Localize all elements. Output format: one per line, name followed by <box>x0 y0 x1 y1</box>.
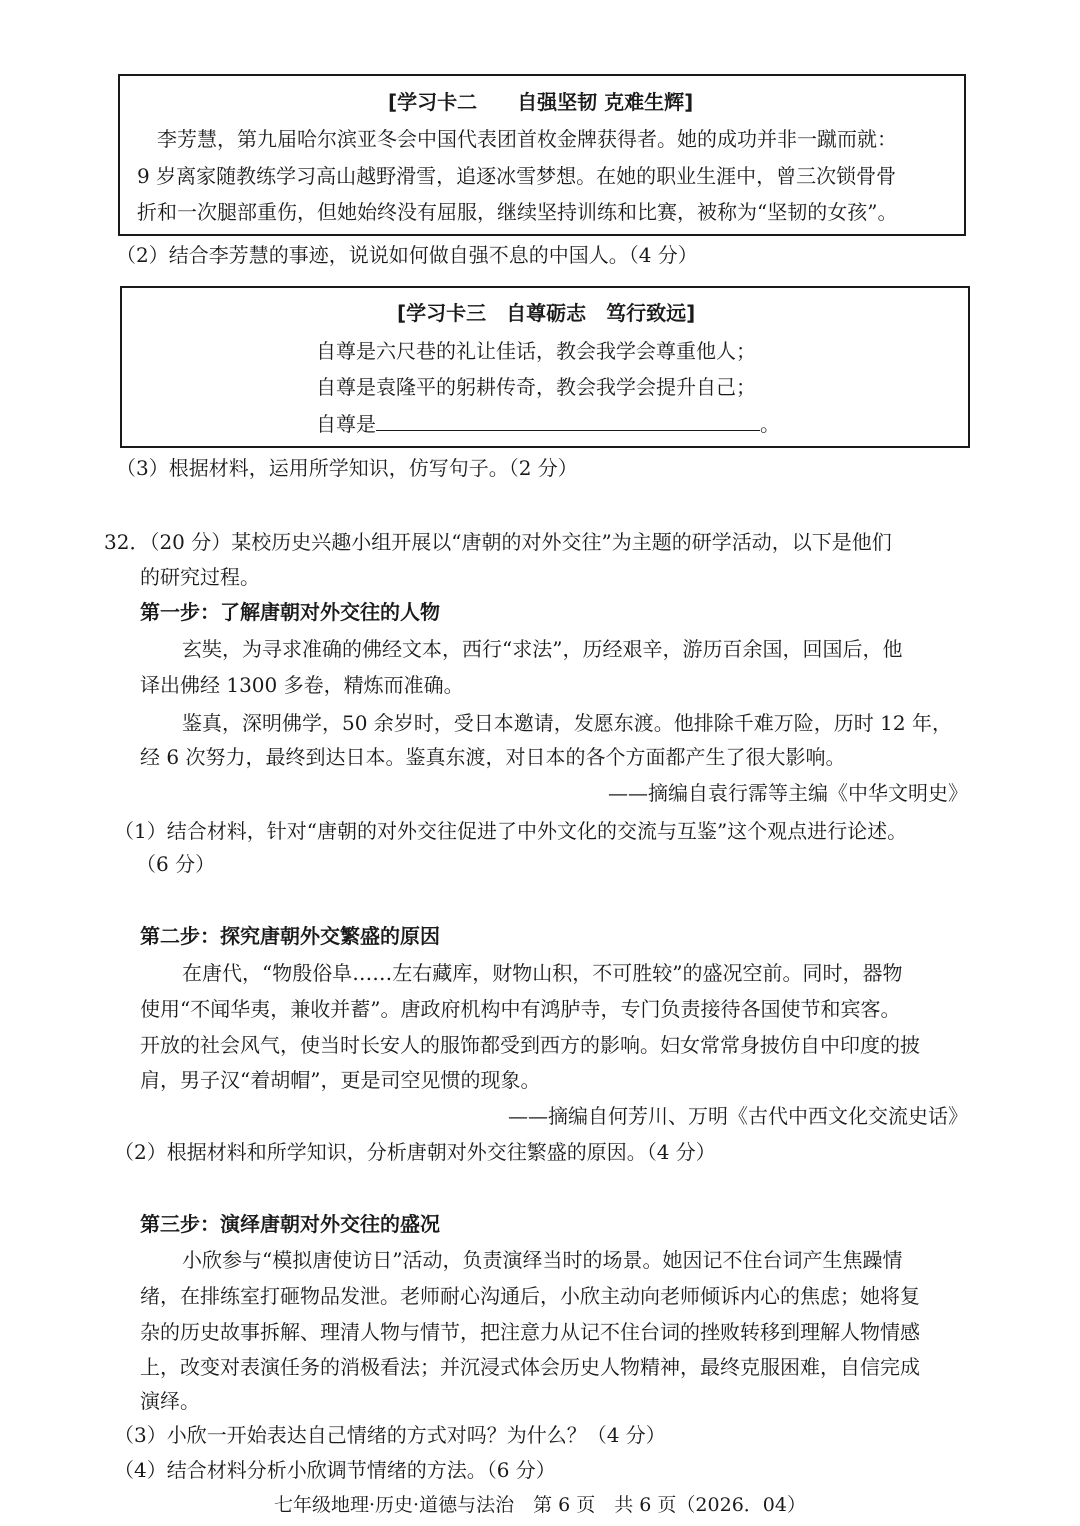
learning-card-3-line-3-prefix: 自尊是 <box>316 412 376 436</box>
step-1-heading: 第一步：了解唐朝对外交往的人物 <box>140 600 440 624</box>
step-2-line-4: 肩，男子汉“着胡帽”，更是司空见惯的现象。 <box>140 1068 541 1092</box>
fill-in-blank-line[interactable] <box>376 410 760 431</box>
question-32-4: （4）结合材料分析小欣调节情绪的方法。（6 分） <box>114 1458 556 1482</box>
learning-card-3-title: [学习卡三 自尊砺志 笃行致远] <box>397 301 696 325</box>
learning-card-3-line-1: 自尊是六尺巷的礼让佳话，教会我学会尊重他人； <box>316 339 756 363</box>
question-32-intro-line-2: 的研究过程。 <box>140 565 260 589</box>
question-32-1-line-2: （6 分） <box>136 852 216 876</box>
step-1-source: ——摘编自袁行霈等主编《中华文明史》 <box>608 781 968 805</box>
step-3-line-1: 小欣参与“模拟唐使访日”活动，负责演绎当时的场景。她因记不住台词产生焦躁情 <box>182 1248 903 1272</box>
question-32-intro-line-1: 32．（20 分）某校历史兴趣小组开展以“唐朝的对外交往”为主题的研学活动，以下是他们 <box>104 530 892 554</box>
step-3-line-3: 杂的历史故事拆解、理清人物与情节，把注意力从记不住台词的挫败转移到理解人物情感 <box>140 1320 920 1344</box>
step-3-line-4: 上，改变对表演任务的消极看法；并沉浸式体会历史人物精神，最终克服困难，自信完成 <box>140 1355 920 1379</box>
step-3-line-5: 演绎。 <box>140 1389 200 1413</box>
step-1-line-3: 鉴真，深明佛学，50 余岁时，受日本邀请，发愿东渡。他排除千难万险，历时 12 年， <box>182 711 952 735</box>
learning-card-2-line-1: 李芳慧，第九届哈尔滨亚冬会中国代表团首枚金牌获得者。她的成功并非一蹴而就： <box>157 127 897 151</box>
question-32-1-line-1: （1）结合材料，针对“唐朝的对外交往促进了中外文化的交流与互鉴”这个观点进行论述。 <box>114 819 908 843</box>
learning-card-3-line-3-suffix: 。 <box>760 412 780 436</box>
learning-card-2-title: [学习卡二 自强坚韧 克难生辉] <box>388 90 694 114</box>
question-32-3: （3）小欣一开始表达自己情绪的方式对吗？为什么？（4 分） <box>114 1423 666 1447</box>
learning-card-2-line-3: 折和一次腿部重伤，但她始终没有屈服，继续坚持训练和比赛，被称为“坚韧的女孩”。 <box>137 200 898 224</box>
step-3-line-2: 绪，在排练室打砸物品发泄。老师耐心沟通后，小欣主动向老师倾诉内心的焦虑；她将复 <box>140 1284 920 1308</box>
question-32-2: （2）根据材料和所学知识，分析唐朝对外交往繁盛的原因。（4 分） <box>114 1140 716 1164</box>
learning-card-2-line-2: 9 岁离家随教练学习高山越野滑雪，追逐冰雪梦想。在她的职业生涯中，曾三次锁骨骨 <box>137 164 897 188</box>
step-2-source: ——摘编自何芳川、万明《古代中西文化交流史话》 <box>508 1104 968 1128</box>
step-1-line-1: 玄奘，为寻求准确的佛经文本，西行“求法”，历经艰辛，游历百余国，回国后，他 <box>182 637 903 661</box>
step-2-line-1: 在唐代，“物殷俗阜……左右藏库，财物山积，不可胜较”的盛况空前。同时，器物 <box>182 961 903 985</box>
step-2-line-2: 使用“不闻华夷，兼收并蓄”。唐政府机构中有鸿胪寺，专门负责接待各国使节和宾客。 <box>140 997 901 1021</box>
learning-card-3-line-2: 自尊是袁隆平的躬耕传奇，教会我学会提升自己； <box>316 375 756 399</box>
question-31-3: （3）根据材料，运用所学知识，仿写句子。（2 分） <box>116 456 578 480</box>
step-1-line-4: 经 6 次努力，最终到达日本。鉴真东渡，对日本的各个方面都产生了很大影响。 <box>140 745 846 769</box>
learning-card-3-line-3 <box>316 410 780 437</box>
step-2-heading: 第二步：探究唐朝外交繁盛的原因 <box>140 924 440 948</box>
step-1-line-2: 译出佛经 1300 多卷，精炼而准确。 <box>140 673 464 697</box>
page-footer: 七年级地理·历史·道德与法治 第 6 页 共 6 页（2026．04） <box>274 1494 806 1516</box>
question-31-2: （2）结合李芳慧的事迹，说说如何做自强不息的中国人。（4 分） <box>116 243 698 267</box>
step-2-line-3: 开放的社会风气，使当时长安人的服饰都受到西方的影响。妇女常常身披仿自中印度的披 <box>140 1033 920 1057</box>
step-3-heading: 第三步：演绎唐朝对外交往的盛况 <box>140 1212 440 1236</box>
